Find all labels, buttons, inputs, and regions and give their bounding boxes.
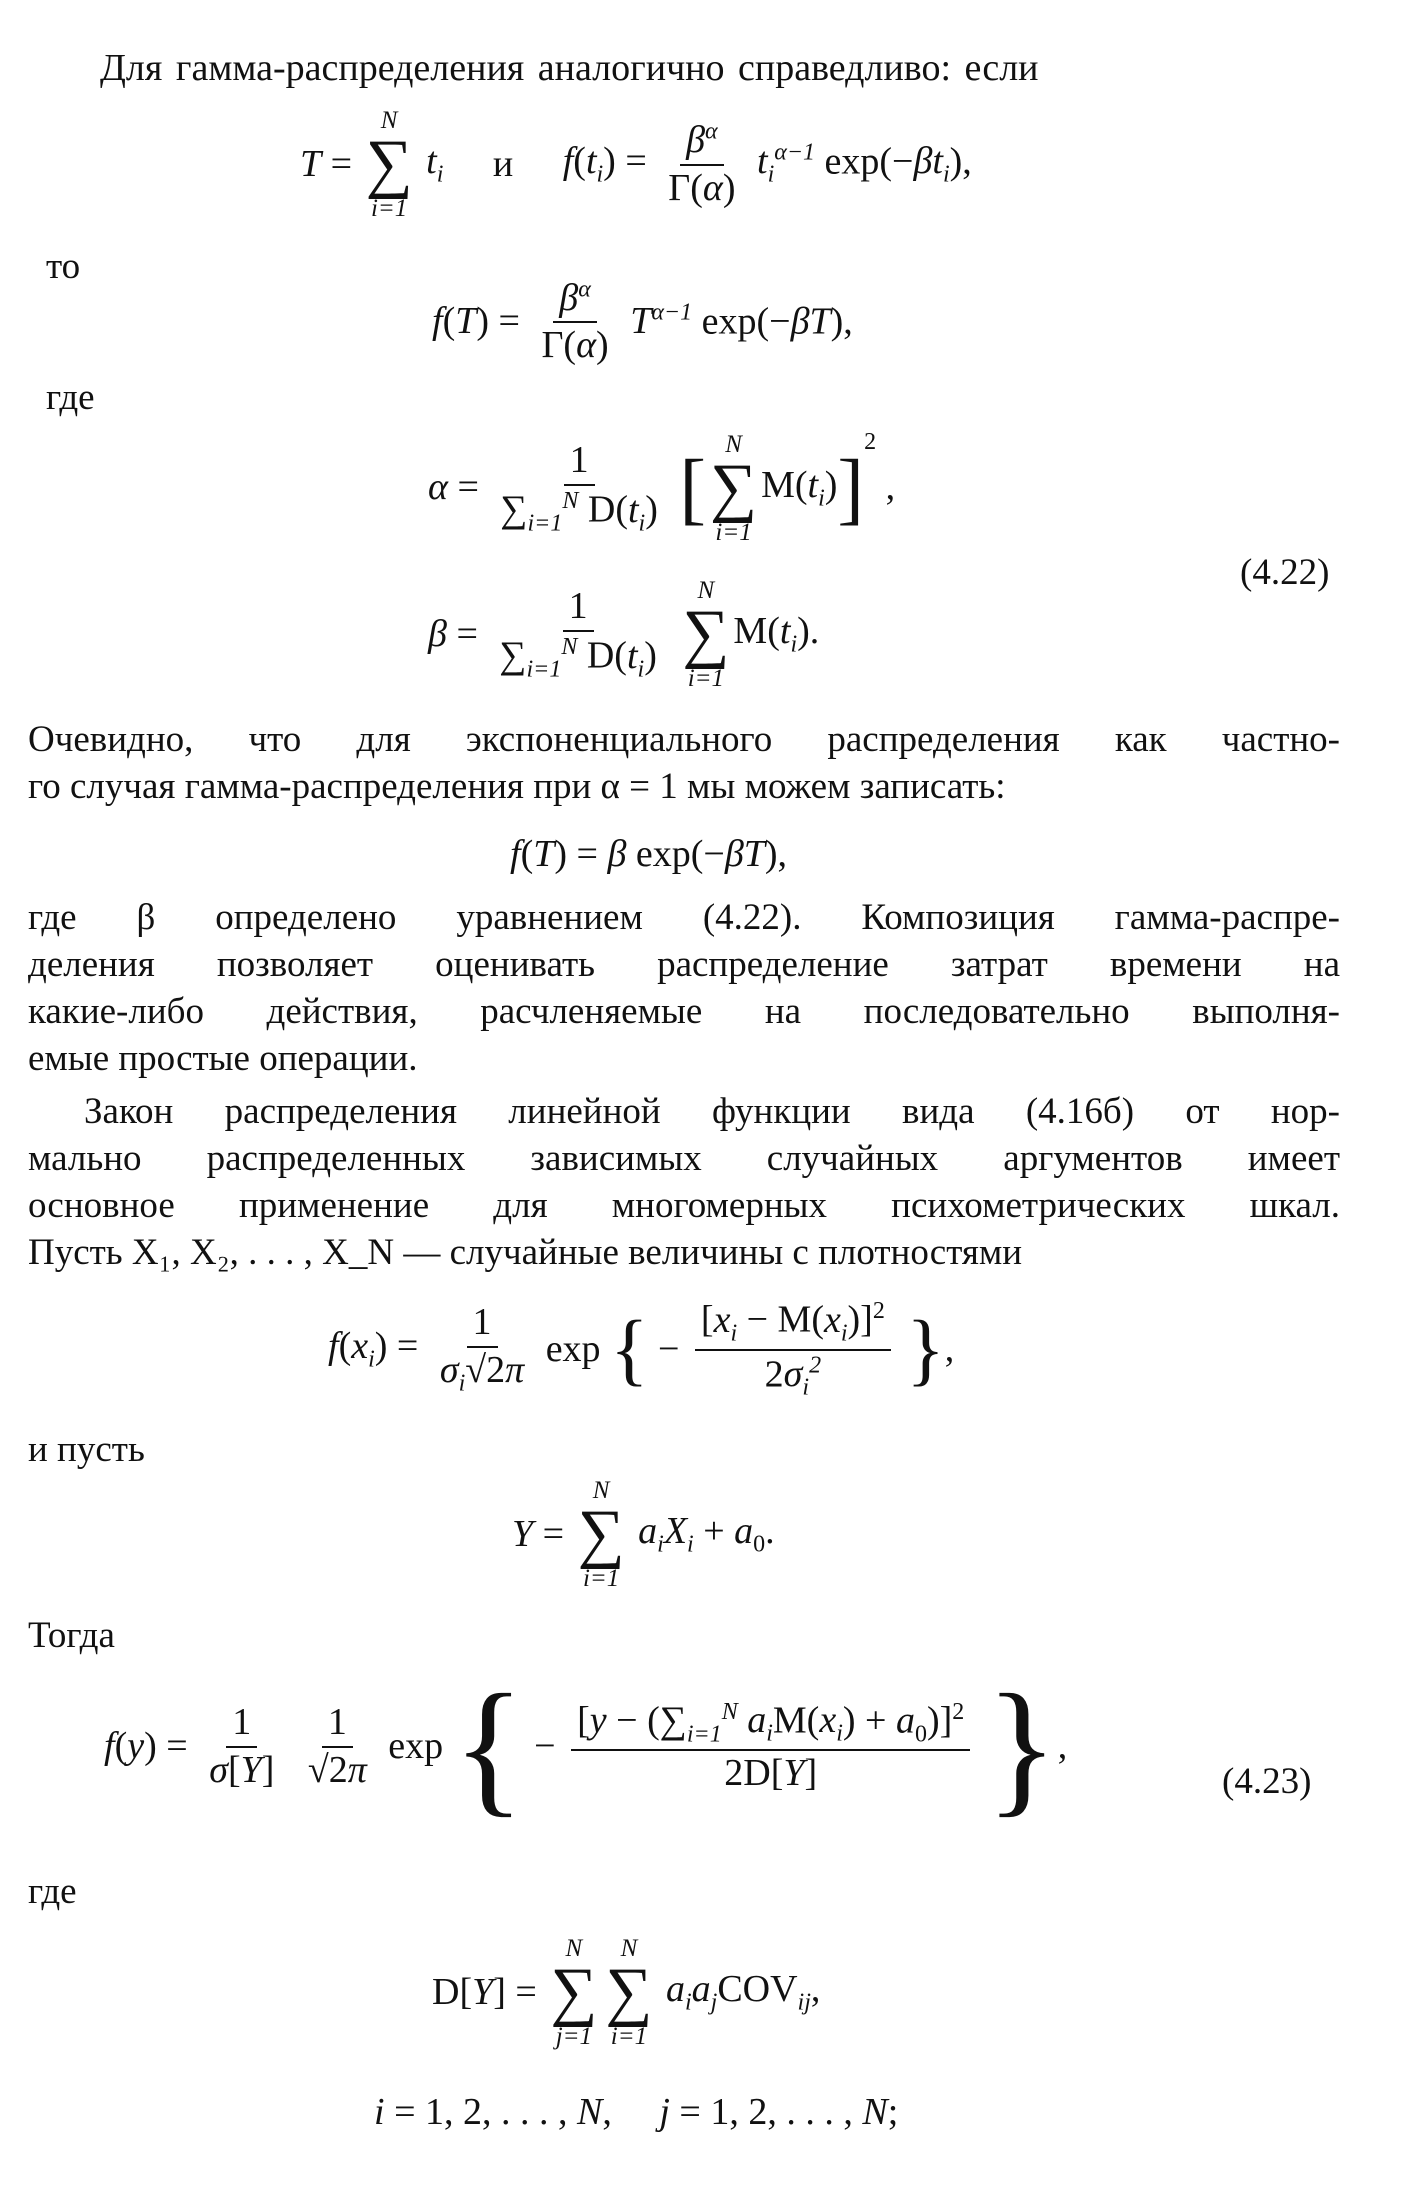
equation-DY: D[Y] = N ∑ j=1 N ∑ i=1 $a_ia_jCOV_{ij}$, bbox=[432, 1935, 821, 2050]
paragraph-line: основное применение для многомерных психометрических шкал. bbox=[28, 1185, 1340, 1226]
equation-fT: f(T) = $\frac{\beta^\alpha}{\Gamma(\alpha)}$ $T^{\alpha-1}$ exp(−βT), bbox=[432, 276, 853, 367]
intro-line: Для гамма-распределения аналогично справедливо: если bbox=[100, 47, 1039, 89]
paragraph-line: мально распределенных зависимых случайных аргументов имеет bbox=[28, 1138, 1340, 1179]
equation-number-4-23: (4.23) bbox=[1222, 1761, 1312, 1802]
equation-exponential: f(T) = β exp(−βT), bbox=[510, 833, 788, 875]
equation-index-range: i = 1, 2, . . . , N, j = 1, 2, . . . , N; bbox=[374, 2091, 899, 2133]
equation-normal-density: $f(x_i)$ = $\frac{1}{\sigma_i√2\pi}$ exp { − $\frac{[x_i - M(x_i)]^2}{2\sigma_i^2}$ }, bbox=[328, 1298, 955, 1401]
word-gde-3: где bbox=[28, 1871, 77, 1912]
word-to: то bbox=[46, 246, 81, 287]
paragraph-line: Закон распределения линейной функции вида (4.16б) от нор- bbox=[84, 1091, 1340, 1132]
paragraph-line: Пусть X₁, X₂, . . . , X_N — случайные величины с плотностями bbox=[28, 1232, 1023, 1273]
paragraph-line: где β определено уравнением (4.22). Композиция гамма-распре- bbox=[28, 897, 1340, 938]
word-togda: Тогда bbox=[28, 1615, 115, 1656]
paragraph-line: Очевидно, что для экспоненциального распределения как частно- bbox=[28, 719, 1340, 760]
equation-fy: f(y) = $\frac{1}{\sigma[Y]}$ $\frac{1}{√2\pi}$ exp { − $\frac{[y - (\sum_{i=1}^N a_iM(x_i) + a_0)]^2}{2D[Y]}$ }, bbox=[104, 1664, 1068, 1830]
equation-Y: Y = N ∑ i=1 $a_iX_i + a_0$. bbox=[512, 1477, 775, 1592]
word-gde-1: где bbox=[46, 377, 95, 418]
paragraph-exponential bbox=[28, 718, 1340, 812]
equation-alpha: α = $\frac{1}{\sum_{i=1}^N D(t_i)}$ [ N ∑ i=1 $M(t_i)]^2$ , bbox=[428, 429, 896, 546]
paragraph-linear-function bbox=[28, 1090, 1340, 1278]
paragraph-line: емые простые операции. bbox=[28, 1038, 418, 1079]
equation-number-4-22: (4.22) bbox=[1240, 552, 1330, 593]
paragraph-composition bbox=[28, 896, 1340, 1084]
equation-beta: β = $\frac{1}{\sum_{i=1}^N D(t_i)}$ N ∑ i=1 $M(t_i)$. bbox=[428, 577, 820, 692]
paragraph-line: го случая гамма-распределения при α = 1 мы можем записать: bbox=[28, 766, 1006, 807]
paragraph-line: какие-либо действия, расчленяемые на последовательно выполня- bbox=[28, 991, 1340, 1032]
word-i-pust: и пусть bbox=[28, 1429, 145, 1470]
paragraph-line: деления позволяет оценивать распределение затрат времени на bbox=[28, 944, 1340, 985]
equation-sum-T: T = N ∑ i=1 $t_i$ и $f(t_i)$ = $\frac{\beta^\alpha}{\Gamma(\alpha)}$ $t_i^{\alpha-1}$ $\exp(-\beta t_i)$, bbox=[300, 107, 972, 222]
